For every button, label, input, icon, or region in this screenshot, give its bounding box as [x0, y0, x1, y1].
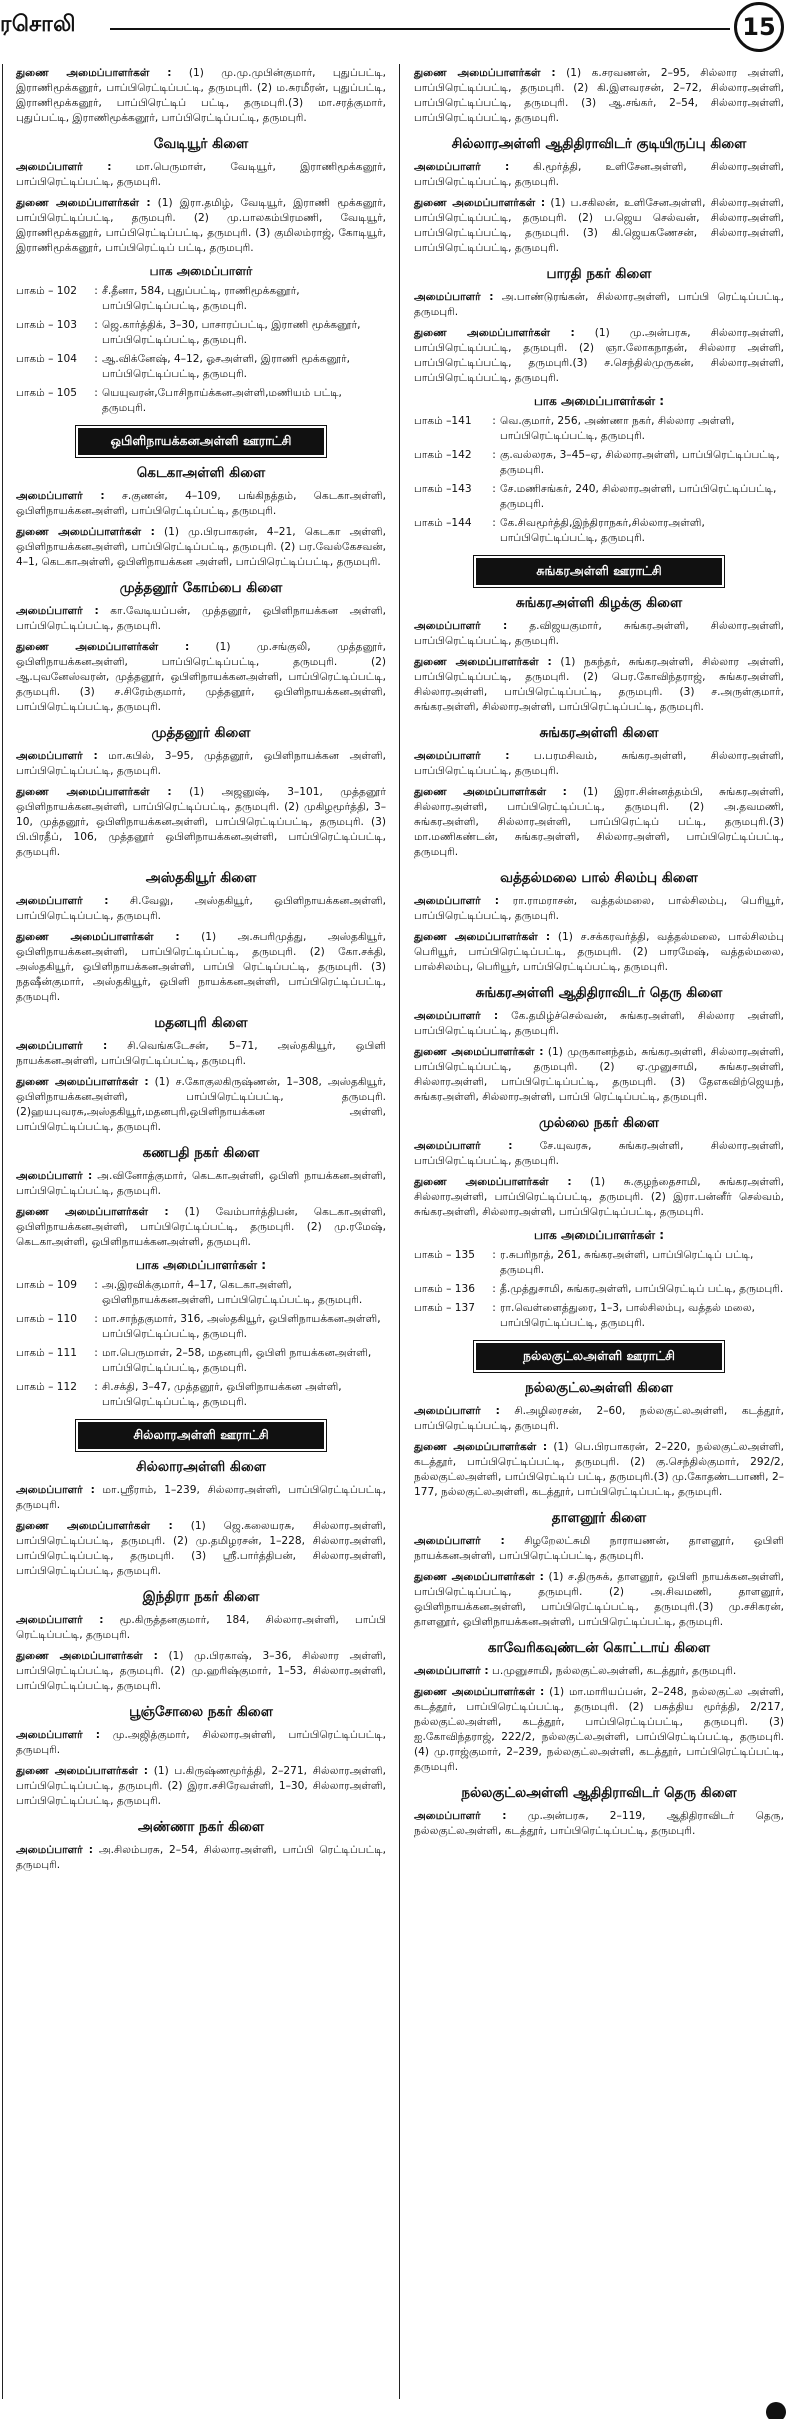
member-details: சி.வேலு, அஸ்தகியூர், ஒபிளிநாயக்கனஅள்ளி, பாப்பிரெட்டிப்பட்டி, தருமபுரி.	[16, 895, 386, 922]
member-entry	[16, 894, 386, 924]
member-entry	[414, 326, 784, 386]
member-entry	[414, 930, 784, 975]
role-label: அமைப்பாளர் :	[16, 750, 98, 762]
member-details: (1) அஜனுஷ், 3–101, முத்தனூர் ஒபிளிநாயக்கனஅள்ளி, பாப்பிரெட்டிப்பட்டி, தருமபுரி. (2) முகிழமூர்த்தி, 3–10, முத்தனூர், ஒபிளிநாயக்கனஅள்ளி, பாப்பிரெட்டிப்பட்டி, தருமபுரி. (3) பி.பிரதீப், 106, முத்தனூர் ஒபிளிநாயக்கனஅள்ளி, பாப்பிரெட்டிப்பட்டி, தருமபுரி.	[16, 786, 386, 858]
branch-heading: பூஞ்சோலை நகர் கிளை	[129, 1704, 273, 1720]
role-label: அமைப்பாளர் :	[16, 1040, 108, 1052]
booth-details: அ.இரவிக்குமார், 4–17, கெடகாஅள்ளி, ஒபிளிநாயக்கனஅள்ளி, பாப்பிரெட்டிப்பட்டி, தருமபுரி.	[102, 1279, 363, 1306]
panchayat-heading: சுங்கரஅள்ளி ஊராட்சி	[476, 558, 722, 585]
booth-row	[16, 1380, 386, 1410]
member-details: (1) ஜெ.கலையரசு, சில்லாரஅள்ளி, பாப்பிரெட்டிப்பட்டி, தருமபுரி. (2) மு.தமிழரசன், 1–228, சில்லாரஅள்ளி, பாப்பிரெட்டிப்பட்டி, தருமபுரி. (3) ஸ்ரீ.பார்த்திபன், சில்லாரஅள்ளி, பாப்பிரெட்டிப்பட்டி, தருமபுரி.	[16, 1520, 387, 1577]
member-details: (1) இரா.தமிழ், வேடியூர், இராணி மூக்கனூர், பாப்பிரெட்டிப்பட்டி, தருமபுரி. (2) மு.பாலகம்பிரமணி, வேடியூர், இராணிமூக்கனூர், பாப்பிரெட்டிப்பட்டி, தருமபுரி. (3) குமிலம்ராஜ், கோடியூர், இராணிமூக்கனூர், பாப்பிரெட்டிப் பட்டி, தருமபுரி.	[16, 197, 386, 254]
member-details: (1) பெ.பிரபாகரன், 2–220, நல்லகுட்லஅள்ளி, கடத்தூர், பாப்பிரெட்டிப்பட்டி, தருமபுரி. (2) கு.செந்தில்குமார், 292/2, நல்லகுட்லஅள்ளி, பாப்பிரெட்டிப் பட்டி, தருமபுரி.(3) மு.கோதண்டபாணி, 2–177, நல்லகுட்லஅள்ளி, கடத்தூர், பாப்பிரெட்டிப்பட்டி, தருமபுரி.	[414, 1441, 785, 1498]
role-label: துணை அமைப்பாளர்கள் :	[414, 656, 552, 668]
role-label: அமைப்பாளர் :	[414, 1405, 500, 1417]
booth-details: சீ.தீனா, 584, புதுப்பட்டி, ராணிமூக்கனூர், பாப்பிரெட்டிப்பட்டி, தருமபுரி.	[102, 285, 300, 312]
branch-heading: முல்லை நகர் கிளை	[539, 1115, 659, 1131]
member-details: சி.வெங்கடேசன், 5–71, அஸ்தகியூர், ஒபிளி நாயக்கனஅள்ளி, பாப்பிரெட்டிப்பட்டி, தருமபுரி.	[16, 1040, 386, 1067]
role-label: அமைப்பாளர் :	[414, 1665, 489, 1677]
member-entry	[414, 655, 784, 715]
booth-colon: :	[94, 387, 98, 399]
role-label: துணை அமைப்பாளர்கள் :	[414, 786, 567, 798]
booth-details: வெ.குமார், 256, அண்ணா நகர், சில்லார அள்ளி, பாப்பிரெட்டிப்பட்டி, தருமபுரி.	[500, 415, 735, 442]
member-entry	[414, 196, 784, 256]
member-entry	[414, 619, 784, 649]
role-label: துணை அமைப்பாளர்கள் :	[414, 1571, 544, 1583]
branch-heading: முத்தனூர் கிளை	[151, 725, 251, 741]
member-details: கே.தமிழ்ச்செல்வன், சுங்கரஅள்ளி, சில்லார அள்ளி, பாப்பிரெட்டிப்பட்டி, தருமபுரி.	[414, 1010, 784, 1037]
left-edge-rule	[2, 64, 3, 2399]
booth-row	[414, 1282, 784, 1297]
member-details: (1) ப.கிருஷ்ணமூர்த்தி, 2–271, சில்லாரஅள்ளி, பாப்பிரெட்டிப்பட்டி, தருமபுரி. (2) இரா.சசிரேவள்ளி, 1–30, சில்லாரஅள்ளி, பாப்பிரெட்டிப்பட்டி, தருமபுரி.	[16, 1765, 386, 1807]
member-details: (1) சு.குழந்தைசாமி, சுங்கரஅள்ளி, சில்லாரஅள்ளி, பாப்பிரெட்டிப்பட்டி, தருமபுரி. (2) இரா.பன்னீர் செல்வம், சுங்கரஅள்ளி, சில்லாரஅள்ளி, பாப்பிரெட்டிப்பட்டி, தருமபுரி.	[414, 1176, 785, 1218]
branch-heading: வத்தல்மலை பால் சிலம்பு கிளை	[500, 870, 698, 886]
member-details: (1) மு.பிரகாஷ், 3–36, சில்லார அள்ளி, பாப்பிரெட்டிப்பட்டி, தருமபுரி. (2) மு.ஹரிஷ்குமார், 1–53, சில்லாரஅள்ளி, பாப்பிரெட்டிப்பட்டி, தருமபுரி.	[16, 1650, 386, 1692]
booth-row	[16, 284, 386, 314]
member-entry	[414, 1570, 784, 1630]
role-label: அமைப்பாளர் :	[16, 1614, 104, 1626]
booth-details: சே.மணிசங்கர், 240, சில்லாரஅள்ளி, பாப்பிரெட்டிப்பட்டி, தருமபுரி.	[500, 483, 777, 510]
booth-details: கே.சிவமூர்த்தி,இந்திராநகர்,சில்லாரஅள்ளி, பாப்பிரெட்டிப்பட்டி, தருமபுரி.	[500, 517, 705, 544]
member-entry	[16, 1039, 386, 1069]
booth-row	[16, 386, 386, 416]
booth-row	[414, 448, 784, 478]
member-details: கா.வேடியப்பன், முத்தனூர், ஒபிளிநாயக்கன அள்ளி, பாப்பிரெட்டிப்பட்டி, தருமபுரி.	[16, 605, 386, 632]
member-details: அ.வினோத்குமார், கெடகாஅள்ளி, ஒபிளி நாயக்கனஅள்ளி, பாப்பிரெட்டிப்பட்டி, தருமபுரி.	[16, 1170, 386, 1197]
page-number: 15	[734, 2, 784, 52]
role-label: அமைப்பாளர் :	[16, 1484, 95, 1496]
member-details: மா.கபில், 3–95, முத்தனூர், ஒபிளிநாயக்கன அள்ளி, பாப்பிரெட்டிப்பட்டி, தருமபுரி.	[16, 750, 386, 777]
booth-number: பாகம் – 104	[16, 353, 77, 365]
booth-number: பாகம் – 105	[16, 387, 77, 399]
booth-details: ஆ.விக்னேஷ், 4–12, ஓசஅள்ளி, இராணி மூக்கனூர், பாப்பிரெட்டிப்பட்டி, தருமபுரி.	[102, 353, 350, 380]
footer-page-marker	[766, 2402, 786, 2419]
panchayat-heading: ஒபிளிநாயக்கனஅள்ளி ஊராட்சி	[78, 428, 324, 455]
branch-heading: மதனபுரி கிளை	[154, 1015, 248, 1031]
member-details: (1) மு.பிரபாகரன், 4–21, கெடகா அள்ளி, ஒபிளிநாயக்கனஅள்ளி, பாப்பிரெட்டிப்பட்டி, தருமபுரி. (2) பர.வேல்கேசவன், 4–1, கெடகாஅள்ளி, ஒபிளிநாயக்கன அள்ளி, பாப்பிரெட்டிப்பட்டி, தருமபுரி.	[16, 526, 387, 568]
member-details: (1) முருகானந்தம், சுங்கரஅள்ளி, சில்லாரஅள்ளி, பாப்பிரெட்டிப்பட்டி, தருமபுரி. (2) ஏ.முனுசாமி, சுங்கரஅள்ளி, சில்லாரஅள்ளி, பாப்பிரெட்டிப்பட்டி, தருமபுரி. (3) தேஎகவிற்ஜெயந், சுங்கரஅள்ளி, சில்லாரஅள்ளி, பாப்பி ரெட்டிப்பட்டி, தருமபுரி.	[414, 1046, 784, 1103]
booth-details: யெயுவரன்,போசிநாய்க்கனஅள்ளி,மணியம் பட்டி, தருமபுரி.	[102, 387, 342, 414]
booth-details: மா.பெருமாள், 2–58, மதனபுரி, ஒபிளி நாயக்கனஅள்ளி, பாப்பிரெட்டிப்பட்டி, தருமபுரி.	[102, 1347, 372, 1374]
booth-number: பாகம் – 103	[16, 319, 77, 331]
booth-colon: :	[492, 483, 496, 495]
panchayat-heading: நல்லகுட்லஅள்ளி ஊராட்சி	[476, 1343, 722, 1370]
booth-heading: பாக அமைப்பாளர்கள் :	[533, 1228, 665, 1242]
booth-colon: :	[492, 415, 496, 427]
member-entry	[16, 1169, 386, 1199]
role-label: துணை அமைப்பாளர்கள் :	[414, 67, 556, 79]
booth-details: கு.வல்லரசு, 3–45–ஏ, சில்லாரஅள்ளி, பாப்பிரெட்டிப்பட்டி, தருமபுரி.	[500, 449, 780, 476]
member-entry	[16, 749, 386, 779]
member-entry	[16, 1728, 386, 1758]
member-entry	[414, 1404, 784, 1434]
member-entry	[414, 1009, 784, 1039]
role-label: அமைப்பாளர் :	[16, 605, 99, 617]
booth-colon: :	[94, 1279, 98, 1291]
masthead-rule	[110, 28, 730, 30]
role-label: துணை அமைப்பாளர்கள் :	[16, 1520, 173, 1532]
member-entry	[414, 1045, 784, 1105]
role-label: அமைப்பாளர் :	[16, 1170, 93, 1182]
booth-row	[414, 1301, 784, 1331]
masthead	[0, 0, 800, 58]
member-entry	[414, 160, 784, 190]
role-label: அமைப்பாளர் :	[414, 895, 499, 907]
member-details: சி.அழிலரசன், 2–60, நல்லகுட்லஅள்ளி, கடத்தூர், பாப்பிரெட்டிப்பட்டி, தருமபுரி.	[414, 1405, 784, 1432]
branch-heading: கெடகாஅள்ளி கிளை	[136, 465, 266, 481]
branch-heading: இந்திரா நகர் கிளை	[142, 1589, 260, 1605]
booth-number: பாகம் –141	[414, 415, 472, 427]
member-entry	[414, 1664, 784, 1679]
booth-number: பாகம் – 111	[16, 1347, 77, 1359]
branch-heading: சுங்கரஅள்ளி கிழக்கு கிளை	[515, 595, 683, 611]
role-label: துணை அமைப்பாளர்கள் :	[16, 641, 190, 653]
member-entry	[16, 604, 386, 634]
booth-number: பாகம் – 109	[16, 1279, 77, 1291]
role-label: அமைப்பாளர் :	[414, 1140, 513, 1152]
member-entry	[414, 290, 784, 320]
booth-details: ரா.வெள்ளைத்துரை, 1–3, பால்சிலம்பு, வத்தல் மலை, பாப்பிரெட்டிப்பட்டி, தருமபுரி.	[500, 1302, 755, 1329]
booth-colon: :	[94, 1313, 98, 1325]
branch-heading: சுங்கரஅள்ளி ஆதிதிராவிடர் தெரு கிளை	[475, 985, 723, 1001]
newspaper-name: ரசொலி	[0, 12, 77, 37]
role-label: துணை அமைப்பாளர்கள் :	[414, 931, 551, 943]
role-label: துணை அமைப்பாளர்கள் :	[414, 1686, 545, 1698]
role-label: அமைப்பாளர் :	[16, 895, 109, 907]
member-details: (1) ப.சகிலன், உளிசேனஅள்ளி, சில்லாரஅள்ளி, பாப்பிரெட்டிப்பட்டி, தருமபுரி. (2) ப.ஜெய செல்வன், சில்லாரஅள்ளி, பாப்பிரெட்டிப்பட்டி, தருமபுரி. (3) கி.ஜெயகணேசன், சில்லாரஅள்ளி, பாப்பிரெட்டிப்பட்டி, தருமபுரி.	[414, 197, 785, 254]
booth-heading: பாக அமைப்பாளர்கள் :	[533, 394, 665, 408]
role-label: அமைப்பாளர் :	[16, 490, 105, 502]
member-entry	[16, 1764, 386, 1809]
member-details: (1) வேம்பார்த்திபன், கெடகாஅள்ளி, ஒபிளிநாயக்கனஅள்ளி, பாப்பிரெட்டிப்பட்டி, தருமபுரி. (2) மு.ரமேஷ், கெடகாஅள்ளி, ஒபிளிநாயக்கனஅள்ளி, தருமபுரி.	[16, 1206, 387, 1248]
branch-heading: முத்தனூர் கோம்பை கிளை	[119, 580, 283, 596]
role-label: அமைப்பாளர் :	[16, 1844, 94, 1856]
member-entry	[16, 1613, 386, 1643]
member-details: (1) அ.சுபரிமுத்து, அஸ்தகியூர், ஒபிளிநாயக்கனஅள்ளி, பாப்பிரெட்டிப்பட்டி, தருமபுரி. (2) கோ.சக்தி, அஸ்தகியூர், ஒபிளிநாயக்கனஅள்ளி, பாப்பி ரெட்டிப்பட்டி, தருமபுரி. (3) நதஷீன்குமார், அஸ்தகியூர், ஒபிளி நாயக்கனஅள்ளி, பாப்பிரெட்டிப்பட்டி, தருமபுரி.	[16, 931, 387, 1003]
booth-details: ஜெ.கார்த்திக், 3–30, பாசாரப்பட்டி, இராணி மூக்கனூர், பாப்பிரெட்டிப்பட்டி, தருமபுரி.	[102, 319, 361, 346]
member-details: த.விஜயகுமார், சுங்கரஅள்ளி, சில்லாரஅள்ளி, பாப்பிரெட்டிப்பட்டி, தருமபுரி.	[414, 620, 784, 647]
member-details: மு.அஜித்குமார், சில்லாரஅள்ளி, பாப்பிரெட்டிப்பட்டி, தருமபுரி.	[16, 1729, 386, 1756]
branch-heading: பாரதி நகர் கிளை	[546, 266, 652, 282]
panchayat-heading: சில்லாரஅள்ளி ஊராட்சி	[78, 1422, 324, 1449]
member-entry	[414, 1175, 784, 1220]
branch-heading: கணபதி நகர் கிளை	[142, 1145, 260, 1161]
member-details: சே.யுவரசு, சுங்கரஅள்ளி, சில்லாரஅள்ளி, பாப்பிரெட்டிப்பட்டி, தருமபுரி.	[414, 1140, 784, 1167]
branch-heading: அஸ்தகியூர் கிளை	[145, 870, 257, 886]
role-label: அமைப்பாளர் :	[414, 750, 510, 762]
branch-heading: சுங்கரஅள்ளி கிளை	[539, 725, 659, 741]
booth-number: பாகம் – 102	[16, 285, 77, 297]
member-entry	[414, 1809, 784, 1839]
booth-number: பாகம் – 135	[414, 1249, 475, 1261]
booth-colon: :	[492, 449, 496, 461]
booth-details: சி.சக்தி, 3–47, முத்தனூர், ஒபிளிநாயக்கன அள்ளி, பாப்பிரெட்டிப்பட்டி, தருமபுரி.	[102, 1381, 342, 1408]
booth-row	[16, 1278, 386, 1308]
branch-heading: சில்லாரஅள்ளி கிளை	[136, 1459, 266, 1475]
role-label: துணை அமைப்பாளர்கள் :	[16, 526, 155, 538]
branch-heading: நல்லகுட்லஅள்ளி கிளை	[525, 1380, 673, 1396]
right-column	[414, 66, 784, 1845]
member-entry	[16, 66, 386, 126]
booth-row	[16, 1312, 386, 1342]
booth-heading: பாக அமைப்பாளர்கள் :	[135, 1258, 267, 1272]
booth-number: பாகம் – 137	[414, 1302, 475, 1314]
member-details: (1) மு.அன்பரசு, சில்லாரஅள்ளி, பாப்பிரெட்டிப்பட்டி, தருமபுரி. (2) ஞா.லோகநாதன், சில்லார அள்ளி, பாப்பிரெட்டிப்பட்டி, தருமபுரி.(3) ச.செந்தில்முருகன், சில்லாரஅள்ளி, பாப்பிரெட்டிப்பட்டி, தருமபுரி.	[414, 327, 785, 384]
booth-number: பாகம் –144	[414, 517, 472, 529]
member-entry	[16, 196, 386, 256]
member-entry	[16, 1649, 386, 1694]
left-column	[16, 66, 386, 1879]
role-label: துணை அமைப்பாளர்கள் :	[16, 197, 151, 209]
branch-heading: வேடியூர் கிளை	[153, 136, 249, 152]
branch-heading: நல்லகுட்லஅள்ளி ஆதிதிராவிடர் தெரு கிளை	[461, 1785, 737, 1801]
branch-heading: சில்லாரஅள்ளி ஆதிதிராவிடர் குடியிருப்பு கிளை	[451, 136, 747, 152]
member-entry	[16, 489, 386, 519]
role-label: துணை அமைப்பாளர்கள் :	[16, 786, 172, 798]
member-details: (1) இரா.சின்னத்தம்பி, சுங்கரஅள்ளி, சில்லாரஅள்ளி, பாப்பிரெட்டிப்பட்டி, தருமபுரி. (2) அ.தவமணி, சுங்கரஅள்ளி, சில்லாரஅள்ளி, பாப்பிரெட்டிப் பட்டி, தருமபுரி.(3) மா.மணிகண்டன், சுங்கரஅள்ளி, சில்லாரஅள்ளி, பாப்பிரெட்டிப்பட்டி, தருமபுரி.	[414, 786, 784, 858]
role-label: துணை அமைப்பாளர்கள் :	[16, 1206, 169, 1218]
member-entry	[16, 640, 386, 715]
role-label: துணை அமைப்பாளர்கள் :	[414, 327, 575, 339]
member-details: ப.பரமசிவம், சுங்கரஅள்ளி, சில்லாரஅள்ளி, பாப்பிரெட்டிப்பட்டி, தருமபுரி.	[414, 750, 784, 777]
booth-colon: :	[492, 1302, 496, 1314]
role-label: அமைப்பாளர் :	[414, 1535, 505, 1547]
member-details: அ.சிலம்பரசு, 2–54, சில்லாரஅள்ளி, பாப்பி ரெட்டிப்பட்டி, தருமபுரி.	[16, 1844, 386, 1871]
member-details: ச.குணன், 4–109, பங்கிநத்தம், கெடகாஅள்ளி, ஒபிளிநாயக்கனஅள்ளி, பாப்பிரெட்டிப்பட்டி, தருமபுரி.	[16, 490, 386, 517]
member-details: அ.பாண்டுரங்கன், சில்லாரஅள்ளி, பாப்பி ரெட்டிப்பட்டி, தருமபுரி.	[414, 291, 784, 318]
member-details: மூ.கிருத்தனகுமார், 184, சில்லாரஅள்ளி, பாப்பி ரெட்டிப்பட்டி, தருமபுரி.	[16, 1614, 386, 1641]
role-label: துணை அமைப்பாளர்கள் :	[414, 1176, 572, 1188]
member-entry	[16, 160, 386, 190]
role-label: துணை அமைப்பாளர்கள் :	[16, 67, 172, 79]
member-entry	[16, 1519, 386, 1579]
role-label: அமைப்பாளர் :	[414, 1010, 499, 1022]
booth-details: மா.சாந்தகுமார், 316, அஸ்தகியூர், ஒபிளிநாயக்கனஅள்ளி, பாப்பிரெட்டிப்பட்டி, தருமபுரி.	[102, 1313, 381, 1340]
member-details: (1) மு.மு.முபின்குமார், புதுப்பட்டி, இராணிமூக்கனூர், பாப்பிரெட்டிப்பட்டி, தருமபுரி. (2) ம.சுரமீரன், புதுப்பட்டி, இராணிமூக்கனூர், பாப்பிரெட்டிப் பட்டி, தருமபுரி.(3) மா.சரத்குமார், புதுப்பட்டி, இராணிமூக்கனூர், பாப்பிரெட்டிப்பட்டி, தருமபுரி.	[16, 67, 386, 124]
role-label: துணை அமைப்பாளர்கள் :	[16, 931, 180, 943]
booth-row	[16, 1346, 386, 1376]
role-label: துணை அமைப்பாளர்கள் :	[16, 1765, 148, 1777]
member-entry	[16, 785, 386, 860]
member-details: (1) ச.சக்கரவர்த்தி, வத்தல்மலை, பால்சிலம்பு பெரியூர், பாப்பிரெட்டிப்பட்டி, தருமபுரி. (2) பாரமேஷ், வத்தல்மலை, பால்சிலம்பு, பெரியூர், பாப்பிரெட்டிப்பட்டி, தருமபுரி.	[414, 931, 784, 973]
member-entry	[414, 1685, 784, 1775]
booth-number: பாகம் –142	[414, 449, 472, 461]
role-label: அமைப்பாளர் :	[414, 161, 510, 173]
role-label: துணை அமைப்பாளர்கள் :	[16, 1076, 149, 1088]
booth-number: பாகம் – 136	[414, 1283, 475, 1295]
member-details: (1) ச.கோகுலகிருஷ்ணன், 1–308, அஸ்தகியூர், ஒபிளிநாயக்கனஅள்ளி, பாப்பிரெட்டிப்பட்டி, தருமபுரி.(2)ஹயபுவரசு,அஸ்தகியூர்,மதனபுரி,ஒபிளிநாயக்கன அள்ளி, பாப்பிரெட்டிப்பட்டி, தருமபுரி.	[16, 1076, 387, 1133]
role-label: அமைப்பாளர் :	[16, 1729, 101, 1741]
branch-heading: காவேரிகவுண்டன் கொட்டாய் கிளை	[487, 1640, 711, 1656]
member-entry	[414, 785, 784, 860]
role-label: துணை அமைப்பாளர்கள் :	[414, 1441, 548, 1453]
role-label: அமைப்பாளர் :	[414, 620, 508, 632]
booth-details: தீ.முத்துசாமி, சுங்கரஅள்ளி, பாப்பிரெட்டிப் பட்டி, தருமபுரி.	[500, 1283, 784, 1295]
member-details: (1) ச.திருசுக், தாளனூர், ஒபிளி நாயக்கனஅள்ளி, பாப்பிரெட்டிப்பட்டி, தருமபுரி. (2) அ.சிவமணி, தாளனூர், ஒபிளிநாயக்கனஅள்ளி, பாப்பிரெட்டிப்பட்டி, தருமபுரி.(3) மு.சசிகரன், தாளனூர், ஒபிளிநாயக்கனஅள்ளி, பாப்பிரெட்டிப்பட்டி, தருமபுரி.	[414, 1571, 785, 1628]
booth-colon: :	[492, 1249, 496, 1261]
member-entry	[16, 525, 386, 570]
booth-row	[16, 318, 386, 348]
member-details: மா.பெருமாள், வேடியூர், இராணிமூக்கனூர், பாப்பிரெட்டிப்பட்டி, தருமபுரி.	[16, 161, 386, 188]
booth-colon: :	[94, 353, 98, 365]
member-details: (1) மு.சங்குலி, முத்தனூர், ஒபிளிநாயக்கனஅள்ளி, பாப்பிரெட்டிப்பட்டி, தருமபுரி. (2) ஆ.புவனேஸ்வரன், முத்தனூர், ஒபிளிநாயக்கனஅள்ளி, பாப்பிரெட்டிப்பட்டி, தருமபுரி. (3) ச.சிரேம்குமார், முத்தனூர், ஒபிளிநாயக்கனஅள்ளி, பாப்பிரெட்டிப்பட்டி, தருமபுரி.	[16, 641, 387, 713]
member-entry	[16, 1075, 386, 1135]
member-details: கி.மூர்த்தி, உளிசேனஅள்ளி, சில்லாரஅள்ளி, பாப்பிரெட்டிப்பட்டி, தருமபுரி.	[414, 161, 784, 188]
booth-row	[414, 1248, 784, 1278]
booth-colon: :	[492, 517, 496, 529]
branch-heading: அண்ணா நகர் கிளை	[137, 1819, 265, 1835]
booth-number: பாகம் – 110	[16, 1313, 77, 1325]
member-details: ப.முனுசாமி, நல்லகுட்லஅள்ளி, கடத்தூர், தருமபுரி.	[492, 1665, 737, 1677]
role-label: துணை அமைப்பாளர்கள் :	[414, 1046, 544, 1058]
booth-heading: பாக அமைப்பாளர்	[149, 264, 253, 278]
member-entry	[16, 1205, 386, 1250]
booth-row	[414, 414, 784, 444]
role-label: அமைப்பாளர் :	[414, 291, 494, 303]
member-details: (1) மா.மாரியப்பன், 2–248, நல்லகுட்ல அள்ளி, கடத்தூர், பாப்பிரெட்டிப்பட்டி, தருமபுரி. (2) பசுத்திய மூர்த்தி, 2/217, நல்லகுட்லஅள்ளி, கடத்தூர், பாப்பிரெட்டிப்பட்டி, தருமபுரி. (3) ஐ.கோவிந்தராஜ், 222/2, நல்லகுட்லஅள்ளி, பாப்பிரெட்டிப்பட்டி, தருமபுரி.(4) மு.ராஜ்குமார், 2–239, நல்லகுட்லஅள்ளி, கடத்தூர், பாப்பிரெட்டிப்பட்டி, தருமபுரி.	[414, 1686, 785, 1773]
booth-row	[414, 482, 784, 512]
booth-colon: :	[94, 1347, 98, 1359]
booth-row	[16, 352, 386, 382]
booth-colon: :	[94, 285, 98, 297]
booth-colon: :	[94, 1381, 98, 1393]
member-entry	[16, 1483, 386, 1513]
member-entry	[414, 1534, 784, 1564]
member-entry	[414, 1440, 784, 1500]
member-details: (1) க.சரவணன், 2–95, சில்லார அள்ளி, பாப்பிரெட்டிப்பட்டி, தருமபுரி. (2) கி.இளவரசன், 2–72, சில்லாரஅள்ளி, பாப்பிரெட்டிப்பட்டி, தருமபுரி. (3) ஆ.சங்கர், 2–54, சில்லாரஅள்ளி, பாப்பிரெட்டிப்பட்டி, தருமபுரி.	[414, 67, 785, 124]
member-entry	[16, 1843, 386, 1873]
booth-colon: :	[492, 1283, 496, 1295]
booth-colon: :	[94, 319, 98, 331]
member-entry	[414, 749, 784, 779]
member-entry	[16, 930, 386, 1005]
member-details: ரா.ராமராசன், வத்தல்மலை, பால்சிலம்பு, பெரியூர், பாப்பிரெட்டிப்பட்டி, தருமபுரி.	[414, 895, 784, 922]
member-details: சிழறேலட்சுமி நாராயணன், தாளனூர், ஒபிளி நாயக்கனஅள்ளி, பாப்பிரெட்டிப்பட்டி, தருமபுரி.	[414, 1535, 784, 1562]
booth-row	[414, 516, 784, 546]
member-details: (1) நகந்தர், சுங்கரஅள்ளி, சில்லார அள்ளி, பாப்பிரெட்டிப்பட்டி, தருமபுரி. (2) பெர.கோவிந்தராஜ், சுங்கரஅள்ளி, சில்லாரஅள்ளி, பாப்பிரெட்டிப்பட்டி, தருமபுரி. (3) ச.அருள்குமார், சுங்கரஅள்ளி, சில்லாரஅள்ளி, பாப்பிரெட்டிப்பட்டி, தருமபுரி.	[414, 656, 784, 713]
booth-number: பாகம் – 112	[16, 1381, 77, 1393]
member-entry	[414, 1139, 784, 1169]
member-details: மா.ஸ்ரீராம், 1–239, சில்லாரஅள்ளி, பாப்பிரெட்டிப்பட்டி, தருமபுரி.	[16, 1484, 386, 1511]
member-details: மு.அன்பரசு, 2–119, ஆதிதிராவிடர் தெரு, நல்லகுட்லஅள்ளி, கடத்தூர், பாப்பிரெட்டிப்பட்டி, தருமபுரி.	[414, 1810, 784, 1837]
role-label: துணை அமைப்பாளர்கள் :	[414, 197, 546, 209]
role-label: அமைப்பாளர் :	[16, 161, 112, 173]
branch-heading: தாளனூர் கிளை	[551, 1510, 647, 1526]
column-separator	[399, 64, 400, 2399]
role-label: அமைப்பாளர் :	[414, 1810, 507, 1822]
booth-number: பாகம் –143	[414, 483, 472, 495]
booth-details: ர.சுபரிநாத், 261, சுங்கரஅள்ளி, பாப்பிரெட்டிப் பட்டி, தருமபுரி.	[500, 1249, 754, 1276]
member-entry	[414, 66, 784, 126]
member-entry	[414, 894, 784, 924]
role-label: துணை அமைப்பாளர்கள் :	[16, 1650, 158, 1662]
